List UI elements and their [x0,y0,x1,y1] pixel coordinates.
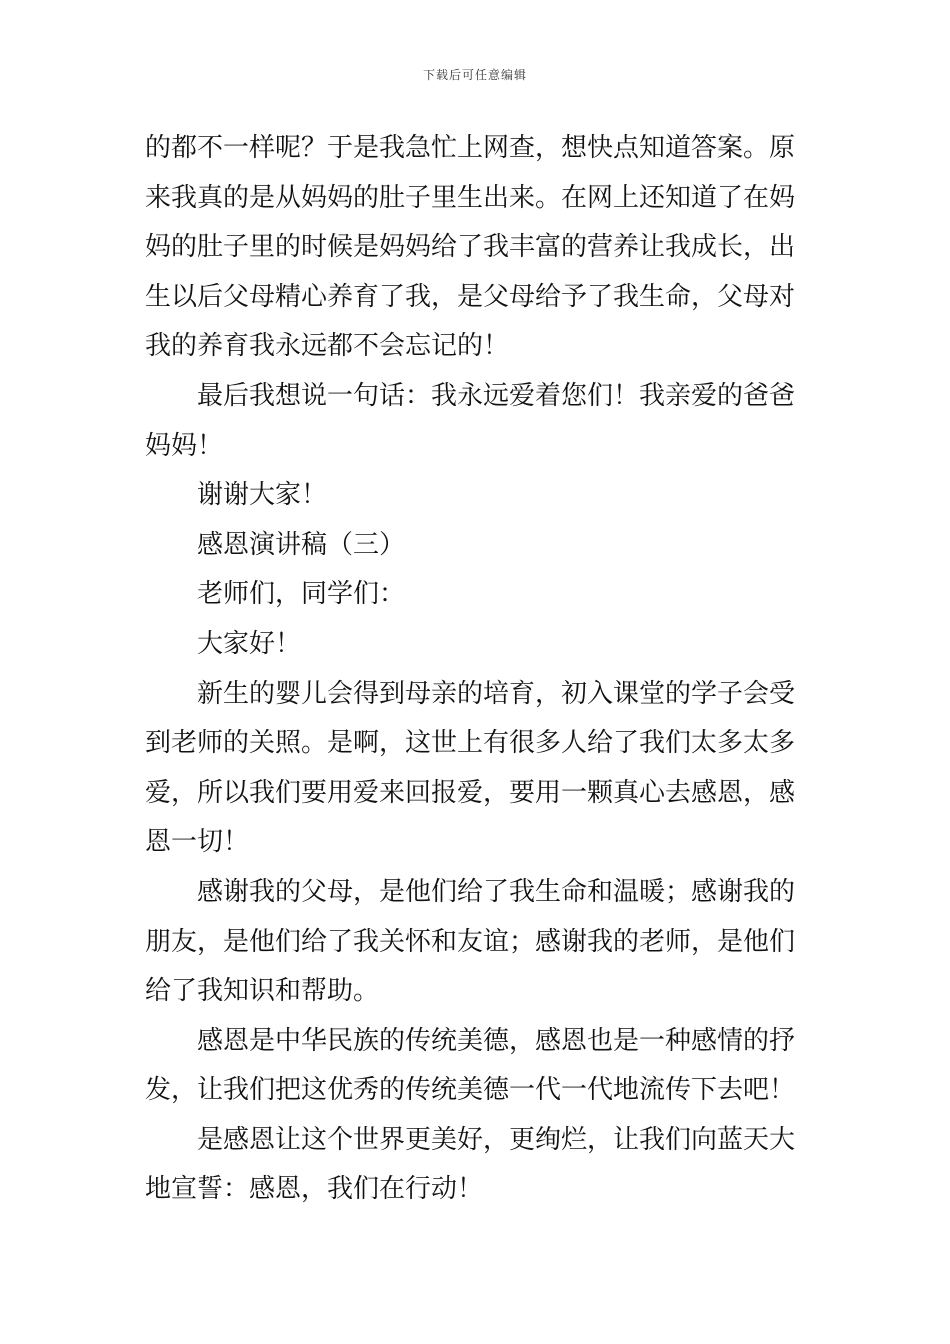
text-line: 给了我知识和帮助。 [145,976,380,1007]
text-line: 到老师的关照。是啊，这世上有很多人给了我们太多太多 [145,728,796,759]
text-line: 恩一切！ [145,827,250,858]
text-line: 是感恩让这个世界更美好，更绚烂，让我们向蓝天大 [197,1124,796,1155]
text-line: 妈的肚子里的时候是妈妈给了我丰富的营养让我成长，出 [145,232,796,263]
text-line: 的都不一样呢？于是我急忙上网查，想快点知道答案。原 [145,133,796,163]
text-line: 感谢我的父母，是他们给了我生命和温暖；感谢我的 [197,876,796,907]
text-line: 大家好！ [197,628,302,659]
text-line: 妈妈！ [145,430,224,461]
page-header-note: 下载后可任意编辑 [422,68,527,82]
text-line: 我的养育我永远都不会忘记的！ [145,331,510,362]
text-line: 感恩演讲稿（三） [197,529,406,560]
text-line: 发，让我们把这优秀的传统美德一代一代地流传下去吧！ [145,1075,796,1106]
text-line: 谢谢大家！ [197,480,328,511]
text-line: 新生的婴儿会得到母亲的培育，初入课堂的学子会受 [197,678,796,709]
text-line: 最后我想说一句话：我永远爱着您们！我亲爱的爸爸 [197,380,796,411]
text-line: 来我真的是从妈妈的肚子里生出来。在网上还知道了在妈 [145,182,796,213]
text-line: 朋友，是他们给了我关怀和友谊；感谢我的老师，是他们 [145,926,796,957]
text-line: 生以后父母精心养育了我，是父母给予了我生命，父母对 [145,281,796,312]
text-line: 老师们，同学们： [197,579,406,610]
document-body [145,124,805,1215]
text-line: 感恩是中华民族的传统美德，感恩也是一种感情的抒 [197,1025,796,1056]
text-line: 地宣誓：感恩，我们在行动！ [145,1174,484,1205]
text-line: 爱，所以我们要用爱来回报爱，要用一颗真心去感恩，感 [145,777,796,808]
